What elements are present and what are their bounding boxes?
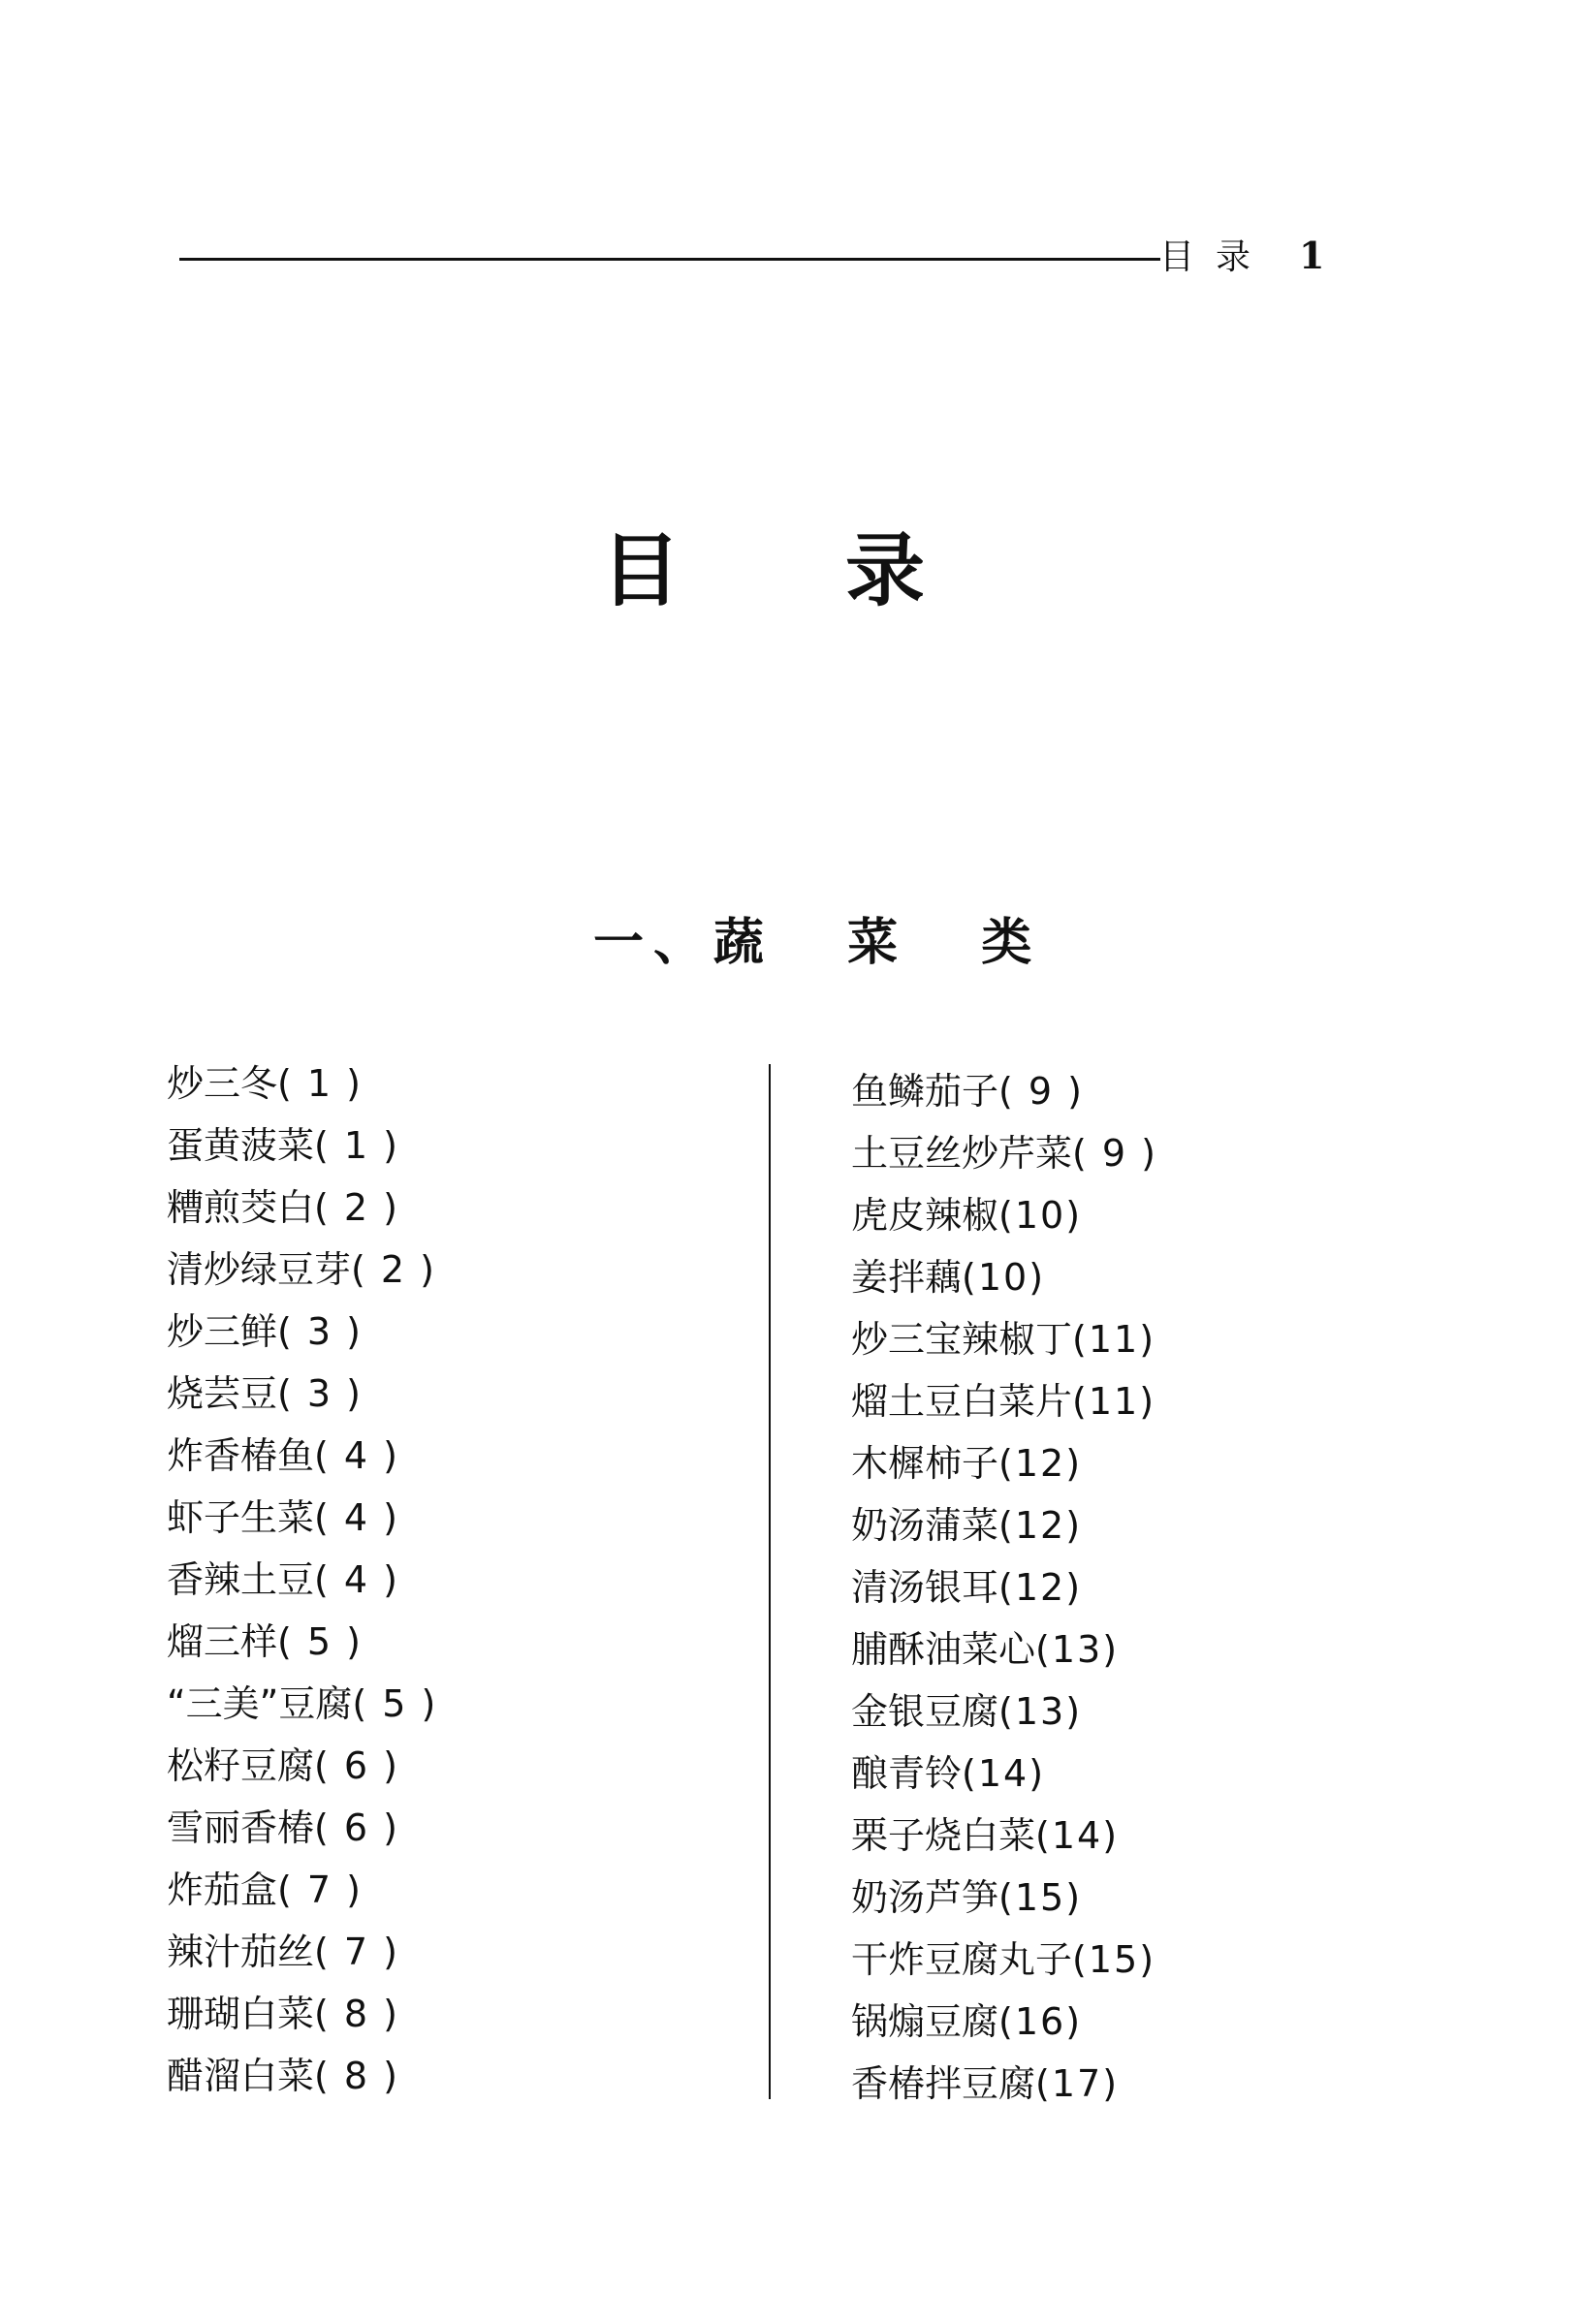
- section-heading: 一、蔬 菜 类: [593, 914, 1042, 972]
- page-ref: ( 7 ): [277, 1869, 364, 1911]
- dish-name: 奶汤蒲菜: [851, 1504, 999, 1547]
- dish-name: 栗子烧白菜: [851, 1814, 1036, 1857]
- running-header-label: 目录: [1159, 237, 1273, 277]
- page-ref: (10): [962, 1256, 1046, 1299]
- dish-name: 炒三鲜: [167, 1310, 278, 1353]
- dish-name: 虾子生菜: [167, 1496, 315, 1539]
- toc-entry[interactable]: [851, 1122, 1157, 1184]
- page-ref: ( 1 ): [314, 1124, 400, 1167]
- toc-entry[interactable]: [167, 1239, 437, 1301]
- toc-entry[interactable]: [167, 1487, 437, 1549]
- page-ref: ( 7 ): [314, 1931, 400, 1973]
- dish-name: 金银豆腐: [851, 1690, 999, 1733]
- page-ref: ( 5 ): [277, 1620, 364, 1663]
- dish-name: 醋溜白菜: [167, 2055, 315, 2097]
- page-ref: ( 5 ): [352, 1682, 438, 1725]
- dish-name: 香辣土豆: [167, 1558, 315, 1601]
- dish-name: 炸茄盒: [167, 1869, 278, 1911]
- toc-entry[interactable]: [167, 1611, 437, 1673]
- toc-entry[interactable]: [851, 1991, 1157, 2053]
- toc-entry[interactable]: [851, 1805, 1157, 1867]
- toc-entry[interactable]: [851, 1618, 1157, 1680]
- toc-entry[interactable]: [167, 1425, 437, 1487]
- dish-name: 清汤银耳: [851, 1566, 999, 1609]
- toc-entry[interactable]: [167, 1363, 437, 1425]
- page-ref: (16): [998, 2000, 1083, 2043]
- toc-entry[interactable]: [851, 1743, 1157, 1805]
- toc-entry[interactable]: [167, 1921, 437, 1983]
- page-ref: (14): [962, 1752, 1046, 1795]
- page-ref: ( 8 ): [314, 1993, 400, 2035]
- page-ref: (14): [1035, 1814, 1120, 1857]
- page-ref: (13): [1035, 1628, 1120, 1671]
- dish-name: 木樨柿子: [851, 1442, 999, 1485]
- page-ref: ( 4 ): [314, 1496, 400, 1539]
- dish-name: 雪丽香椿: [167, 1806, 315, 1849]
- dish-name: 虎皮辣椒: [851, 1194, 999, 1237]
- toc-entry[interactable]: [167, 1301, 437, 1363]
- page-ref: (15): [998, 1876, 1083, 1919]
- column-divider: [769, 1064, 771, 2099]
- dish-name: 糟煎茭白: [167, 1186, 315, 1229]
- toc-entry[interactable]: [167, 1797, 437, 1859]
- page-ref: (12): [998, 1442, 1083, 1485]
- page-ref: ( 6 ): [314, 1744, 400, 1787]
- toc-entry[interactable]: [167, 1177, 437, 1239]
- dish-name: 酿青铃: [851, 1752, 963, 1795]
- page-number: 1: [1299, 234, 1325, 277]
- page-ref: (10): [998, 1194, 1083, 1237]
- header-rule: [179, 258, 1160, 261]
- dish-name: 鱼鳞茄子: [851, 1070, 999, 1113]
- page-ref: ( 2 ): [351, 1248, 437, 1291]
- toc-entry[interactable]: [167, 1052, 437, 1115]
- toc-entry[interactable]: [851, 1060, 1157, 1122]
- page-ref: ( 4 ): [314, 1434, 400, 1477]
- toc-entry[interactable]: [851, 1184, 1157, 1246]
- toc-entry[interactable]: [851, 1680, 1157, 1743]
- dish-name: 珊瑚白菜: [167, 1993, 315, 2035]
- dish-name: 炸香椿鱼: [167, 1434, 315, 1477]
- page-ref: ( 3 ): [277, 1310, 364, 1353]
- page-ref: (15): [1072, 1938, 1156, 1981]
- toc-entry[interactable]: [167, 1549, 437, 1611]
- toc-entry[interactable]: [851, 2053, 1157, 2115]
- toc-right-column: [851, 1060, 1157, 2115]
- page-ref: ( 1 ): [277, 1062, 364, 1105]
- page-ref: ( 3 ): [277, 1372, 364, 1415]
- page-ref: (17): [1035, 2062, 1120, 2105]
- toc-entry[interactable]: [851, 1867, 1157, 1929]
- dish-name: “三美”豆腐: [167, 1682, 353, 1725]
- toc-entry[interactable]: [851, 1432, 1157, 1494]
- page-ref: (11): [1072, 1318, 1156, 1361]
- toc-entry[interactable]: [167, 1859, 437, 1921]
- toc-entry[interactable]: [167, 1735, 437, 1797]
- toc-entry[interactable]: [167, 2045, 437, 2107]
- dish-name: 奶汤芦笋: [851, 1876, 999, 1919]
- dish-name: 炒三冬: [167, 1062, 278, 1105]
- toc-entry[interactable]: [851, 1556, 1157, 1618]
- page-ref: ( 4 ): [314, 1558, 400, 1601]
- toc-left-column: [167, 1052, 437, 2107]
- dish-name: 干炸豆腐丸子: [851, 1938, 1073, 1981]
- page-ref: ( 6 ): [314, 1806, 400, 1849]
- page-ref: (11): [1072, 1380, 1156, 1423]
- dish-name: 清炒绿豆芽: [167, 1248, 352, 1291]
- dish-name: 土豆丝炒芹菜: [851, 1132, 1073, 1175]
- page-ref: ( 9 ): [998, 1070, 1085, 1113]
- toc-entry[interactable]: [167, 1983, 437, 2045]
- toc-entry[interactable]: [851, 1308, 1157, 1370]
- page-ref: ( 9 ): [1072, 1132, 1158, 1175]
- toc-entry[interactable]: [167, 1115, 437, 1177]
- dish-name: 姜拌藕: [851, 1256, 963, 1299]
- toc-entry[interactable]: [851, 1494, 1157, 1556]
- dish-name: 烧芸豆: [167, 1372, 278, 1415]
- dish-name: 辣汁茄丝: [167, 1931, 315, 1973]
- toc-entry[interactable]: [851, 1246, 1157, 1308]
- dish-name: 锅煽豆腐: [851, 2000, 999, 2043]
- page-title: 目录: [601, 525, 1091, 617]
- page-ref: (12): [998, 1566, 1083, 1609]
- page-ref: ( 2 ): [314, 1186, 400, 1229]
- toc-entry[interactable]: [851, 1370, 1157, 1432]
- dish-name: 脯酥油菜心: [851, 1628, 1036, 1671]
- dish-name: 熘土豆白菜片: [851, 1380, 1073, 1423]
- toc-entry[interactable]: [851, 1929, 1157, 1991]
- page-ref: ( 8 ): [314, 2055, 400, 2097]
- page-ref: (13): [998, 1690, 1083, 1733]
- dish-name: 炒三宝辣椒丁: [851, 1318, 1073, 1361]
- dish-name: 香椿拌豆腐: [851, 2062, 1036, 2105]
- page-ref: (12): [998, 1504, 1083, 1547]
- dish-name: 松籽豆腐: [167, 1744, 315, 1787]
- toc-entry[interactable]: [167, 1673, 437, 1735]
- dish-name: 熘三样: [167, 1620, 278, 1663]
- dish-name: 蛋黄菠菜: [167, 1124, 315, 1167]
